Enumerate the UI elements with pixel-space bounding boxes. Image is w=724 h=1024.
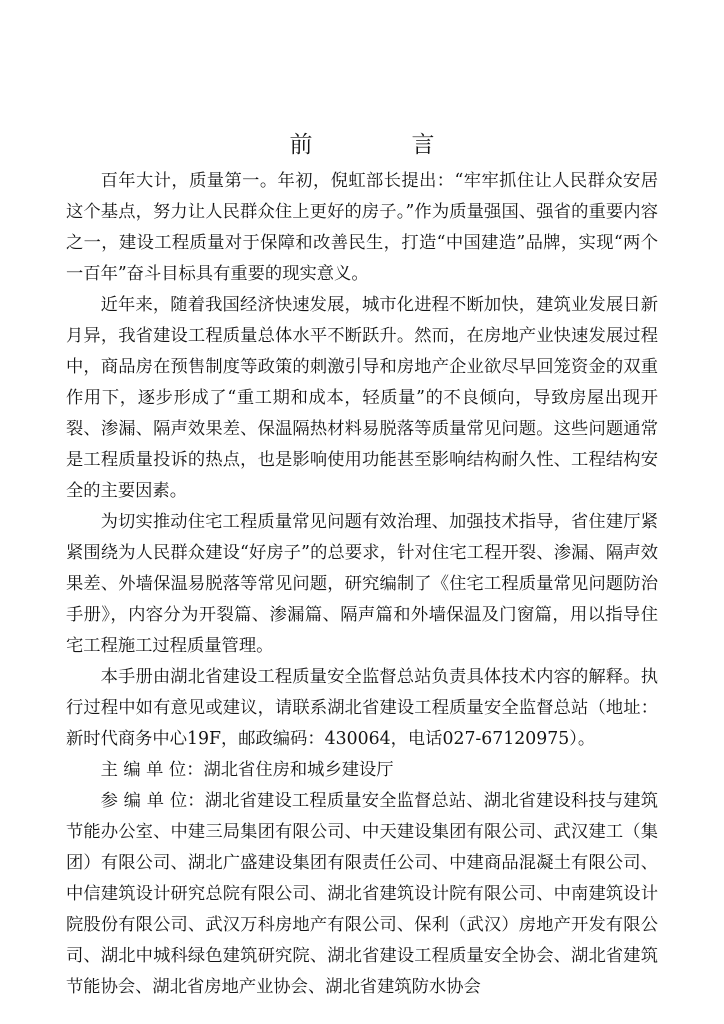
page-title: 前 言 <box>289 132 473 158</box>
paragraph-handbook-purpose: 为切实推动住宅工程质量常见问题有效治理、加强技术指导，省住建厅紧紧围绕为人民群众建设“好房子”的总要求，针对住宅工程开裂、渗漏、隔声效果差、外墙保温易脱落等常见问题，研究编制了《住宅工程质量常见问题防治手册》，内容分为开裂篇、渗漏篇、隔声篇和外墙保温及门窗篇，用以指导住宅工程施工过程质量管理。 <box>66 512 658 656</box>
paragraph-chief-editor: 主 编 单 位：湖北省住房和城乡建设厅 <box>100 760 394 780</box>
paragraph-contact-info: 本手册由湖北省建设工程质量安全监督总站负责具体技术内容的解释。执行过程中如有意见或建议，请联系湖北省建设工程质量安全监督总站（地址：新时代商务中心19F，邮政编码：430064，电话027-67120975）。 <box>66 667 658 749</box>
paragraph-recent-years: 近年来，随着我国经济快速发展，城市化进程不断加快，建筑业发展日新月异，我省建设工程质量总体水平不断跃升。然而，在房地产业快速发展过程中，商品房在预售制度等政策的刺激引导和房地产企业欲尽早回笼资金的双重作用下，逐步形成了“重工期和成本，轻质量”的不良倾向，导致房屋出现开裂、渗漏、隔声效果差、保温隔热材料易脱落等质量常见问题。这些问题通常是工程质量投诉的热点，也是影响使用功能甚至影响结构耐久性、工程结构安全的主要因素。 <box>66 295 658 501</box>
preface-body <box>66 166 658 1003</box>
paragraph-participating-units: 参 编 单 位：湖北省建设工程质量安全监督总站、湖北省建设科技与建筑节能办公室、中建三局集团有限公司、中天建设集团有限公司、武汉建工（集团）有限公司、湖北广盛建设集团有限责任公司、中建商品混凝土有限公司、中信建筑设计研究总院有限公司、湖北省建筑设计院有限公司、中南建筑设计院股份有限公司、武汉万科房地产有限公司、保利（武汉）房地产开发有限公司、湖北中城科绿色建筑研究院、湖北省建设工程质量安全协会、湖北省建筑节能协会、湖北省房地产业协会、湖北省建筑防水协会 <box>66 791 658 997</box>
paragraph-quality-first: 百年大计，质量第一。年初，倪虹部长提出：“牢牢抓住让人民群众安居这个基点，努力让人民群众住上更好的房子。”作为质量强国、强省的重要内容之一，建设工程质量对于保障和改善民生，打造“中国建造”品牌，实现“两个一百年”奋斗目标具有重要的现实意义。 <box>66 171 658 284</box>
